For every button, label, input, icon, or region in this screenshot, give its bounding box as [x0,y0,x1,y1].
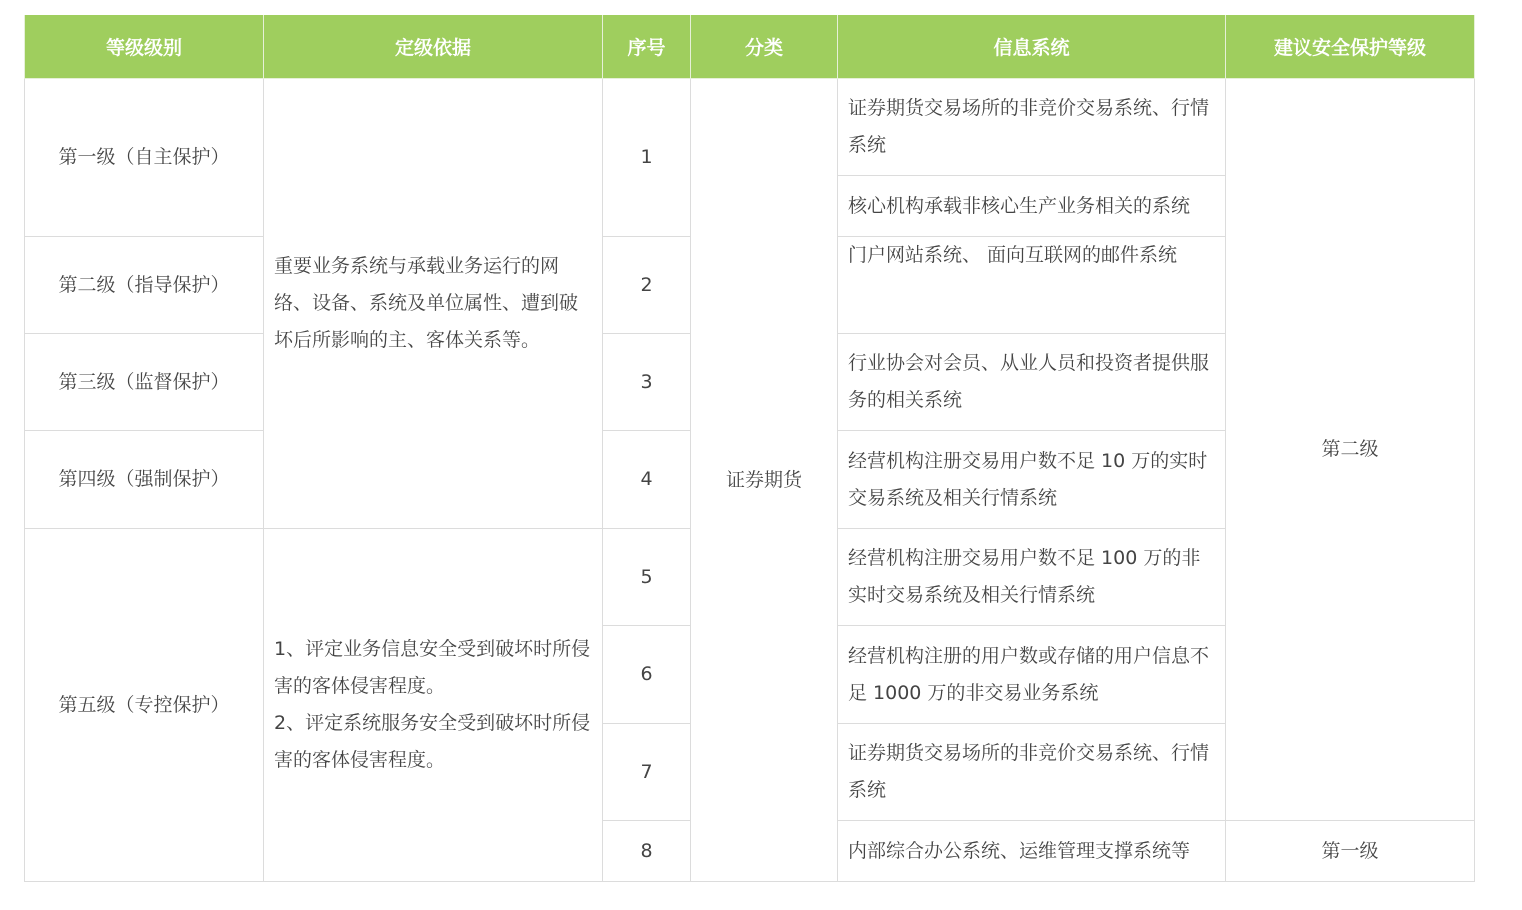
category-cell: 证券期货 [691,79,838,882]
seq-cell: 7 [603,724,691,821]
seq-cell: 6 [603,626,691,724]
basis-cell-upper: 重要业务系统与承载业务运行的网络、设备、系统及单位属性、遭到破坏后所影响的主、客体关系等。 [264,79,603,529]
seq-cell: 2 [603,237,691,334]
level-cell: 第二级（指导保护） [25,237,264,334]
system-cell: 证券期货交易场所的非竞价交易系统、行情系统 [838,79,1226,176]
basis-cell-lower [264,529,603,882]
system-cell: 证券期货交易场所的非竞价交易系统、行情系统 [838,724,1226,821]
header-basis: 定级依据 [264,15,603,79]
system-cell: 经营机构注册交易用户数不足 100 万的非实时交易系统及相关行情系统 [838,529,1226,626]
basis-line: 2、评定系统服务安全受到破坏时所侵害的客体侵害程度。 [274,712,591,771]
header-category: 分类 [691,15,838,79]
protection-cell: 第二级 [1226,79,1475,821]
seq-cell: 1 [603,79,691,237]
system-cell: 经营机构注册交易用户数不足 10 万的实时交易系统及相关行情系统 [838,431,1226,529]
seq-cell: 3 [603,334,691,431]
header-protection: 建议安全保护等级 [1226,15,1475,79]
grading-table [24,15,1475,882]
table-row [25,79,1475,176]
basis-line: 1、评定业务信息安全受到破坏时所侵害的客体侵害程度。 [274,638,591,697]
system-cell: 行业协会对会员、从业人员和投资者提供服务的相关系统 [838,334,1226,431]
level-cell: 第五级（专控保护） [25,529,264,882]
level-cell: 第三级（监督保护） [25,334,264,431]
table-header-row [25,15,1475,79]
system-cell: 门户网站系统、 面向互联网的邮件系统 [838,237,1226,334]
system-cell: 内部综合办公系统、运维管理支撑系统等 [838,821,1226,882]
header-seq: 序号 [603,15,691,79]
level-cell: 第四级（强制保护） [25,431,264,529]
header-system: 信息系统 [838,15,1226,79]
system-cell: 核心机构承载非核心生产业务相关的系统 [838,176,1226,237]
level-cell: 第一级（自主保护） [25,79,264,237]
seq-cell: 5 [603,529,691,626]
header-level: 等级级别 [25,15,264,79]
protection-cell: 第一级 [1226,821,1475,882]
system-cell: 经营机构注册的用户数或存储的用户信息不足 1000 万的非交易业务系统 [838,626,1226,724]
seq-cell: 8 [603,821,691,882]
seq-cell: 4 [603,431,691,529]
